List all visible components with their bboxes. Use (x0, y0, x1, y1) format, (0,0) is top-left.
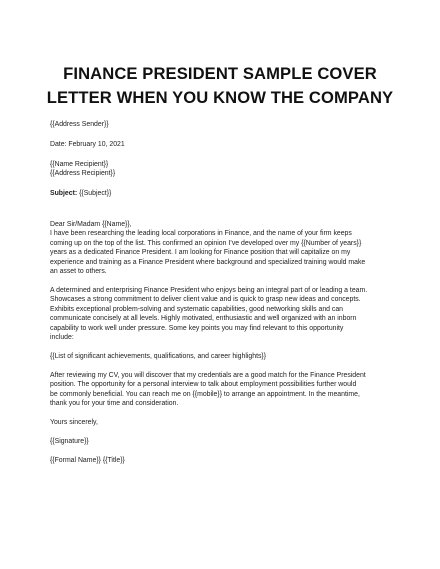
subject-value: {{Subject}} (77, 190, 112, 198)
paragraph-2 (50, 286, 385, 342)
paragraph-line: position. The opportunity for a personal interview to talk about employment possibilities further would (50, 381, 357, 389)
title-line-1: FINANCE PRESIDENT SAMPLE COVER (63, 64, 377, 83)
address-sender: {{Address Sender}} (50, 121, 109, 128)
paragraph-line: include: (50, 334, 74, 342)
subject-label: Subject: (50, 190, 78, 198)
letter-date: Date: February 10, 2021 (50, 141, 125, 148)
paragraph-line: experience and training as a Finance President where background and specialized training would make (50, 258, 366, 266)
highlights-placeholder: {{List of significant achievements, qualifications, and career highlights}} (50, 353, 267, 361)
paragraph-line: communicate concisely at all levels. Highly motivated, enthusiastic and well organized with an inborn (50, 315, 357, 323)
paragraph-line: After reviewing my CV, you will discover that my credentials are a good match for the Finance President (50, 372, 366, 380)
paragraph-line: an asset to others. (50, 268, 107, 276)
paragraph-line: coming up on the top of the list. This confirmed an opinion I’ve developed over my {{Number of years}} (50, 239, 362, 247)
paragraph-line: be commonly beneficial. You can reach me on {{mobile}} to arrange an appointment. In the meantime, (50, 390, 360, 398)
paragraph-line: capability to work well under pressure. Some key points you may find relevant to this opportunity (50, 324, 344, 332)
name-recipient: {{Name Recipient}} (50, 161, 109, 168)
signature-placeholder: {{Signature}} (50, 438, 89, 446)
paragraph-line: A determined and enterprising Finance President who enjoys being an integral part of or leading a team. (50, 287, 368, 295)
paragraph-line: years as a dedicated Finance President. I am looking for Finance position that will capitalize on my (50, 249, 351, 257)
formal-name: {{Formal Name}} {{Title}} (50, 457, 125, 465)
subject-line (50, 189, 385, 198)
paragraph-line: I have been researching the leading local corporations in Finance, and the name of your firm keeps (50, 230, 352, 238)
title-line-2: LETTER WHEN YOU KNOW THE COMPANY (46, 88, 394, 107)
paragraph-1 (50, 229, 385, 276)
paragraph-line: Exhibits exceptional problem-solving and systematic capabilities, good networking skills and can (50, 305, 344, 313)
page-title (30, 62, 410, 110)
closing: Yours sincerely, (50, 419, 98, 427)
greeting: Dear Sir/Madam {{Name}}, (50, 221, 132, 228)
paragraph-line: thank you for your time and consideration. (50, 400, 179, 408)
paragraph-line: Showcases a strong commitment to deliver client value and is quick to grasp new ideas and concepts. (50, 296, 361, 304)
paragraph-3 (50, 371, 385, 409)
letter-body (50, 120, 385, 466)
address-recipient: {{Address Recipient}} (50, 170, 116, 178)
